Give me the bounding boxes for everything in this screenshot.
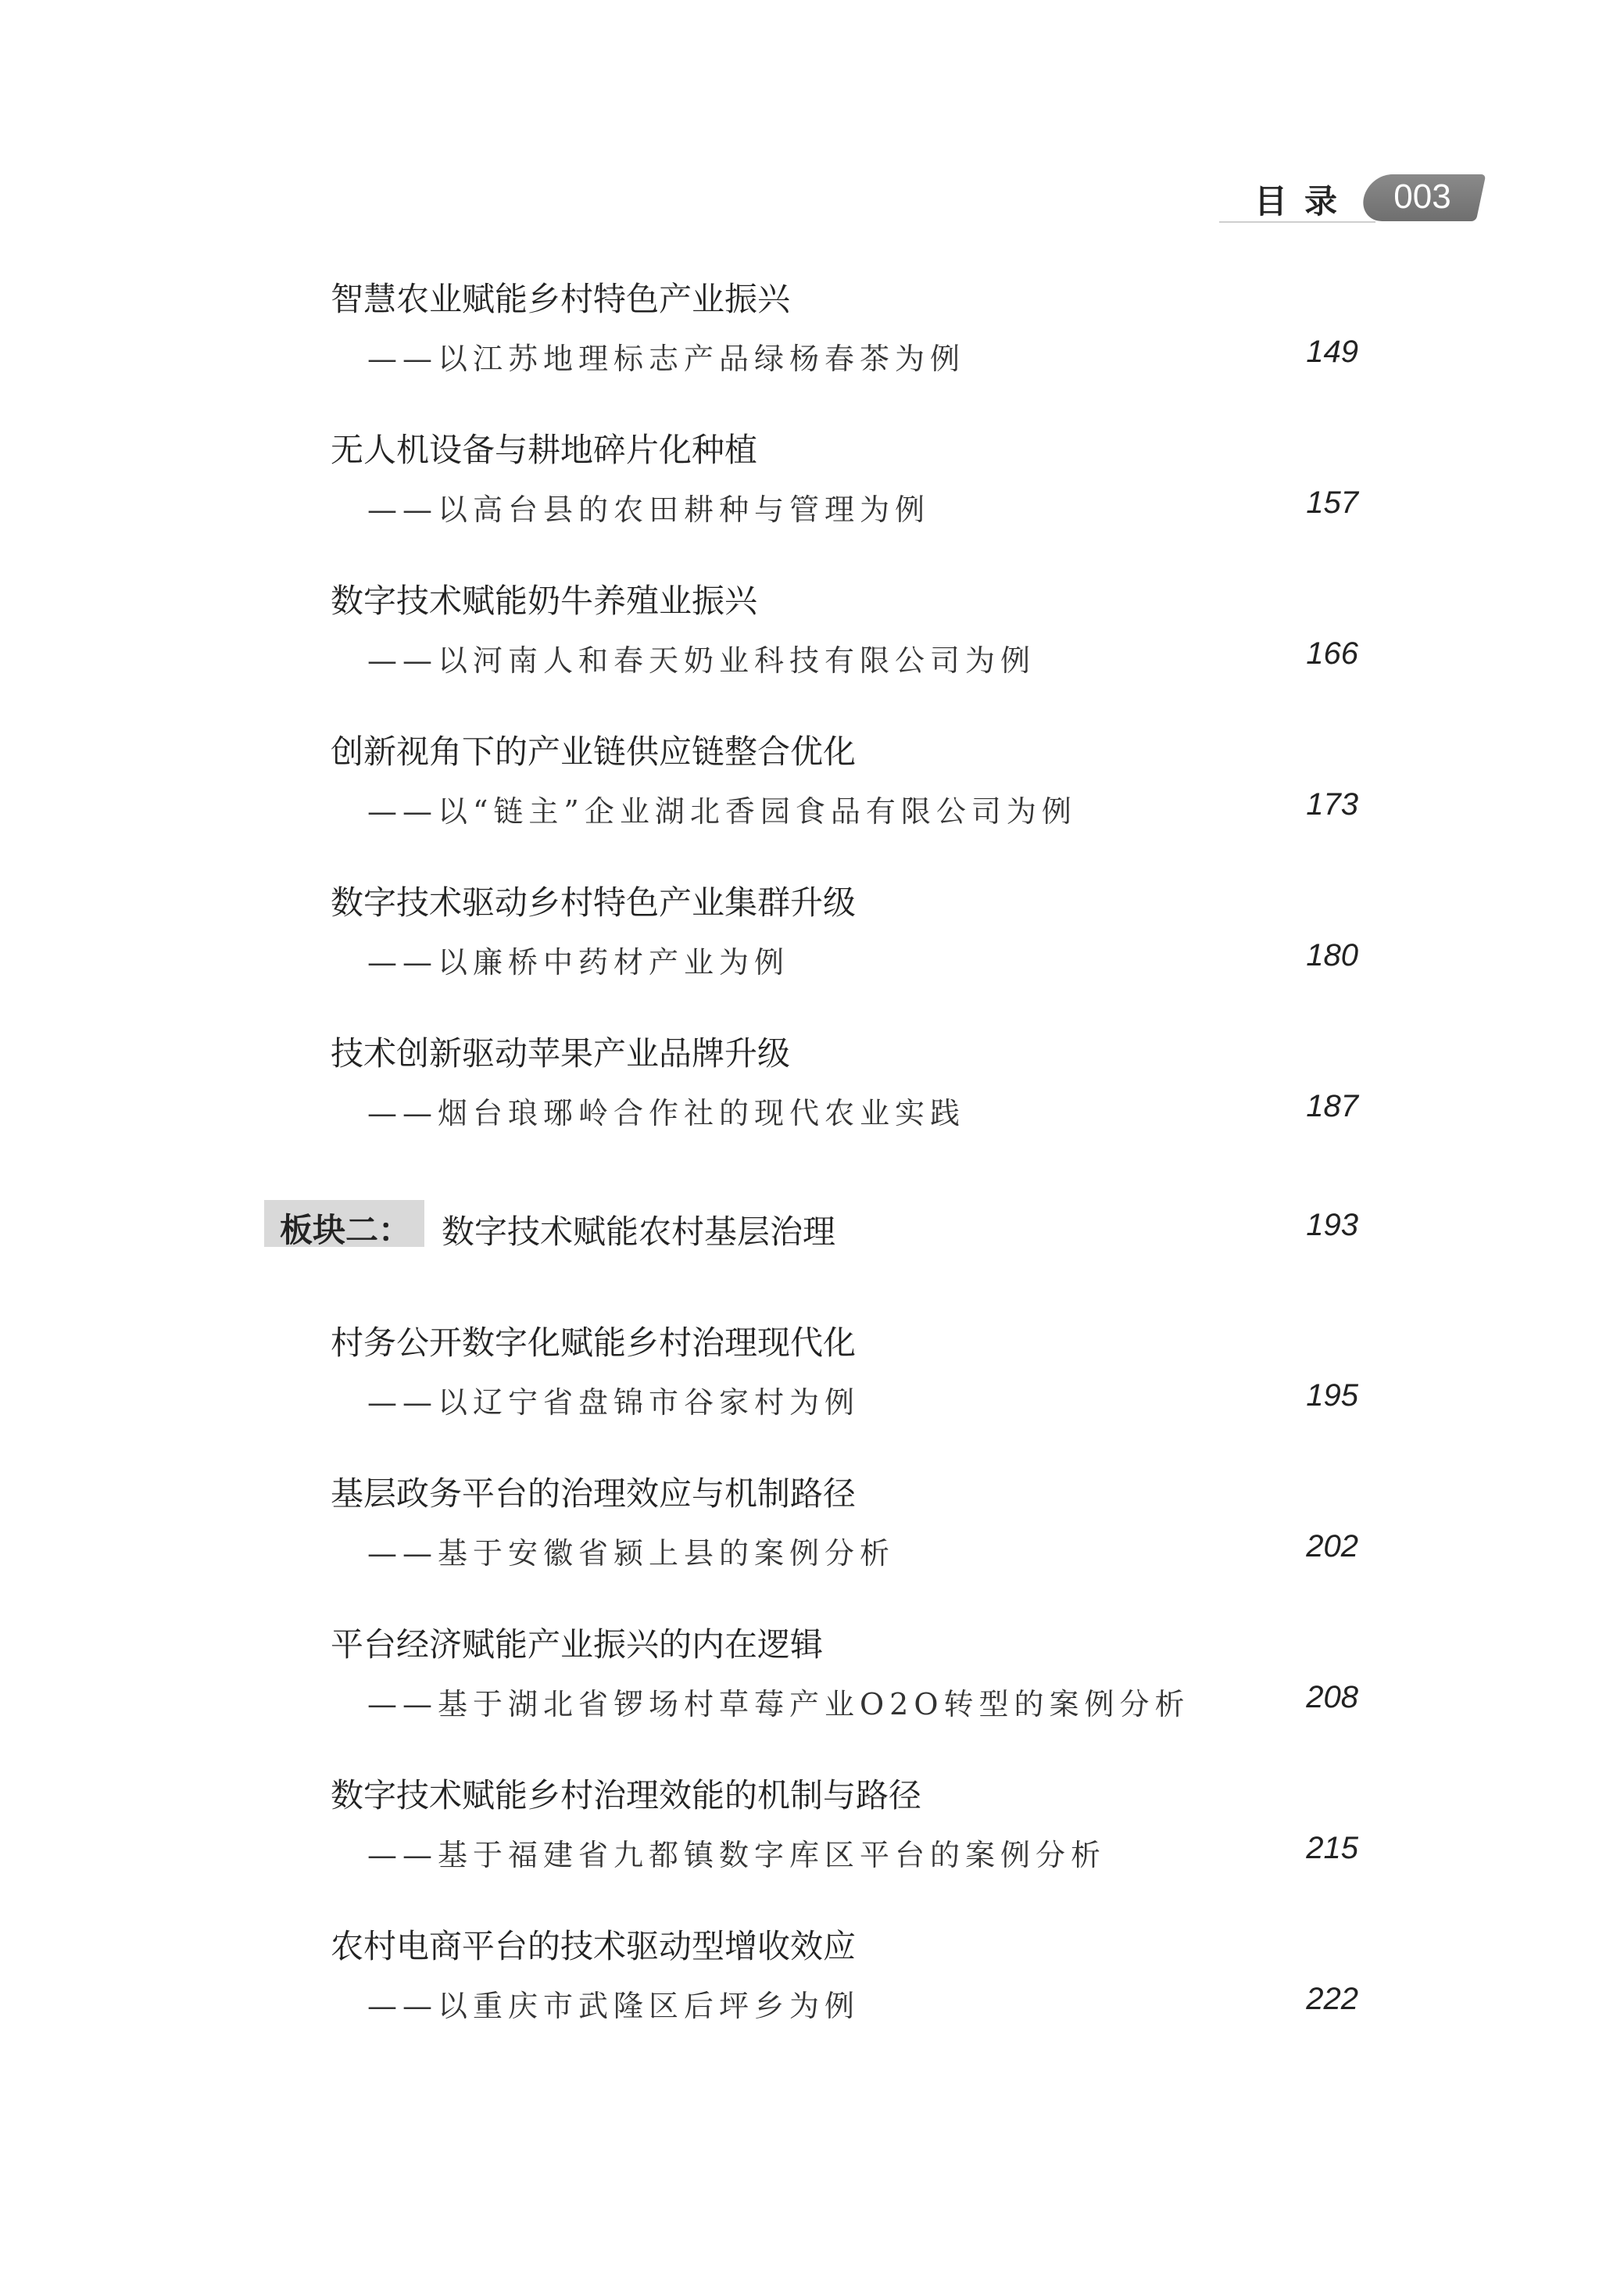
section-title: 数字技术赋能农村基层治理 [442, 1213, 836, 1251]
entry-subtitle: ——以“链主”企业湖北香园食品有限公司为例 [367, 794, 1077, 829]
entry-subtitle: ——基于福建省九都镇数字库区平台的案例分析 [367, 1838, 1107, 1872]
entry-subtitle: ——基于安徽省颍上县的案例分析 [367, 1536, 896, 1571]
entry-subtitle: ——基于湖北省锣场村草莓产业O2O转型的案例分析 [367, 1687, 1190, 1721]
entry-page-number: 222 [1306, 1982, 1358, 2016]
running-header [1219, 168, 1489, 227]
section-label: 板块二： [280, 1211, 412, 1249]
entry-subtitle: ——以重庆市武隆区后坪乡为例 [367, 1989, 860, 2023]
entry-title: 基层政务平台的治理效应与机制路径 [331, 1474, 857, 1513]
section-heading[interactable] [0, 1200, 1624, 1251]
entry-page-number: 187 [1306, 1089, 1358, 1123]
entry-title: 农村电商平台的技术驱动型增收效应 [331, 1927, 857, 1965]
entry-subtitle: ——以辽宁省盘锦市谷家村为例 [367, 1385, 860, 1420]
entry-page-number: 208 [1306, 1680, 1358, 1714]
entry-page-number: 157 [1306, 485, 1358, 520]
page-number: 003 [1393, 177, 1451, 216]
header-rule [1219, 221, 1375, 223]
entry-subtitle: ——以高台县的农田耕种与管理为例 [367, 493, 931, 527]
entry-page-number: 195 [1306, 1378, 1358, 1413]
entry-title: 无人机设备与耕地碎片化种植 [331, 431, 758, 469]
header-label: 目录 [1254, 182, 1355, 220]
entry-page-number: 166 [1306, 636, 1358, 671]
entry-title: 数字技术驱动乡村特色产业集群升级 [331, 883, 857, 922]
entry-title: 技术创新驱动苹果产业品牌升级 [331, 1034, 791, 1073]
entry-page-number: 149 [1306, 335, 1358, 369]
entry-page-number: 215 [1306, 1831, 1358, 1865]
entry-title: 智慧农业赋能乡村特色产业振兴 [331, 280, 791, 318]
entry-title: 创新视角下的产业链供应链整合优化 [331, 733, 857, 771]
entry-subtitle: ——烟台琅琊岭合作社的现代农业实践 [367, 1096, 966, 1130]
entry-title: 村务公开数字化赋能乡村治理现代化 [331, 1324, 857, 1362]
entry-title: 数字技术赋能乡村治理效能的机制与路径 [331, 1776, 922, 1814]
entry-title: 数字技术赋能奶牛养殖业振兴 [331, 582, 758, 620]
entry-subtitle: ——以廉桥中药材产业为例 [367, 945, 790, 980]
entry-subtitle: ——以江苏地理标志产品绿杨春茶为例 [367, 342, 966, 376]
entry-subtitle: ——以河南人和春天奶业科技有限公司为例 [367, 643, 1036, 678]
entry-page-number: 202 [1306, 1529, 1358, 1564]
entry-title: 平台经济赋能产业振兴的内在逻辑 [331, 1625, 824, 1664]
section-page-number: 193 [1306, 1208, 1358, 1242]
entry-page-number: 180 [1306, 938, 1358, 973]
entry-page-number: 173 [1306, 787, 1358, 822]
